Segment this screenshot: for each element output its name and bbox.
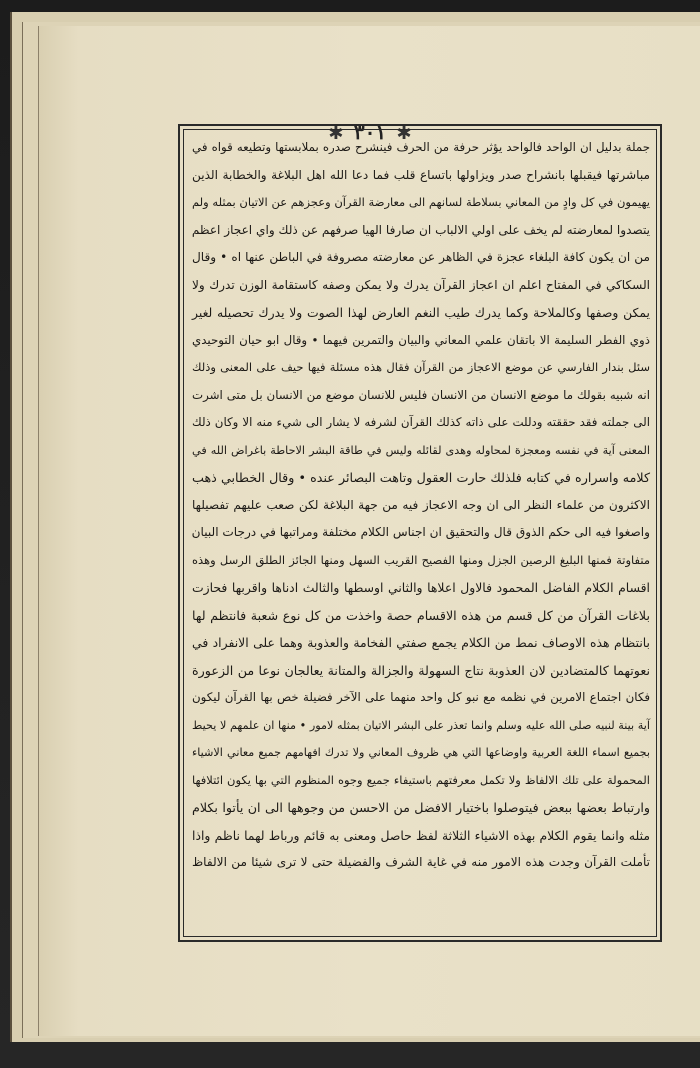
text-line: من ان يكون كافة البلغاء عجزة في الظاهر عن معارضته مصروفة في الباطن عنها اه • وقال [192,250,650,264]
text-line: نعوتهما كالمتضادين لان العذوبة نتاج السهولة والجزالة والمتانة يعالجان نوعا من الزعورة [192,662,650,678]
text-line: تأملت القرآن وجدت هذه الامور منه في غاية الشرف والفضيلة حتى لا ترى شيئا من الالفاظ [192,855,650,869]
text-line: بلاغات القرآن من كل قسم من هذه الاقسام حصة واخذت من كل نوع شعبة فانتظم لها [192,607,650,623]
text-line: اقسام الكلام الفاضل المحمود فالاول اعلاها والثاني اوسطها والثالث ادناها واقربها فحازت [192,580,650,595]
text-line: آية بينة لنبيه صلى الله عليه وسلم وانما تعذر على البشر الاتيان بمثله لامور • منها ان علمهم لا يحيط [192,718,650,732]
page-number: ٣٠١ [353,120,387,144]
text-line: بجميع اسماء اللغة العربية واوضاعها التي هي ظروف المعاني ولا تدرك افهامهم جميع معاني الاشياء [192,746,650,759]
ornament-right-icon: ✱ [396,123,412,144]
text-line: مباشرتها فيقبلها بانشراح صدر ويزاولها باتساع قلب فما دعا الله اهل البلاغة والخطابة الذين [192,167,650,182]
text-line: يهيمون في كل وادٍ من المعاني بسلاطة لسانهم الى معارضة القرآن وعجزهم عن الاتيان بمثله ولم [192,195,650,209]
text-line: ذوي الفطر السليمة الا باتقان علمي المعاني والبيان والتمرين فيهما • وقال ابو حيان التوحيدي [192,332,650,347]
page-text-block [190,134,652,934]
text-line: انه شبيه بقولك ما موضع الانسان من الانسان فليس للانسان موضع من الانسان بل متى اشرت [192,387,650,402]
text-line: السكاكي في المفتاح اعلم ان اعجاز القرآن يدرك ولا يمكن وصفه كاستقامة الوزن تدرك ولا [192,277,650,292]
text-line: يمكن وصفها وكالملاحة وكما يدرك طيب النغم العارض لهذا الصوت ولا يدرك تحصيله لغير [192,305,650,320]
text-line: الاكثرون من علماء النظر الى ان وجه الاعجاز فيه من جهة البلاغة لكن صعب عليهم تفصيلها [192,497,650,512]
text-line: سئل بندار الفارسي عن موضع الاعجاز من القرآن فقال هذه مسئلة فيها حيف على المعنى وذلك [192,360,650,374]
text-line: وارتباط بعضها ببعض فيتوصلوا باختيار الافضل من الاحسن من وجوهها الى ان يأتوا بكلام [192,800,650,815]
text-line: بانتظام هذه الاوصاف نمط من الكلام يجمع صفتي الفخامة والعذوبة وهما على الانفراد في [192,635,650,650]
text-line: واصغوا فيه الى حكم الذوق قال والتحقيق ان اجناس الكلام مختلفة ومراتبها في درجات البيان [191,525,650,539]
ornament-left-icon: ✱ [328,123,344,144]
text-line: متفاوتة فمنها البليغ الرصين الجزل ومنها الفصيح القريب السهل ومنها الجائز الطلق الرسل وهذه [192,552,650,567]
text-line: فكان اجتماع الامرين في نظمه مع نبو كل واحد منهما على الآخر فضيلة خص بها القرآن ليكون [192,690,650,704]
text-line: المحمولة على تلك الالفاظ ولا تكمل معرفتهم باستيفاء جميع وجوه المنظوم التي بها يكون ائتلافها [192,772,650,787]
text-line: الى جملته فقد حققته ودللت على ذاته كذلك القرآن لشرفه لا يشار الى شيء منه الا وكان ذلك [192,415,650,429]
text-line: كلامه واسراره في كتابه فلذلك حارت العقول وتاهت البصائر عنده • وقال الخطابي ذهب [192,470,650,485]
text-line: يتصدوا لمعارضته لم يخف على اولي الالباب ان صارفا الهيا صرفهم عن ذلك واي اعجاز اعظم [191,222,650,237]
text-line: المعنى آية في نفسه ومعجزة لمحاوله وهدى لقائله وليس في طاقة البشر الاحاطة باغراض الله في [192,443,650,457]
text-line: جملة بدليل ان الواحد فالواحد يؤثر حرفة من الحرف فينشرح صدره بملابستها وتطيعه قواه في [192,140,650,154]
text-line: مثله وانما يقوم الكلام بهذه الاشياء الثلاثة لفظ حاصل ومعنى به قائم ورباط لهما ناظم واذا [192,827,650,843]
